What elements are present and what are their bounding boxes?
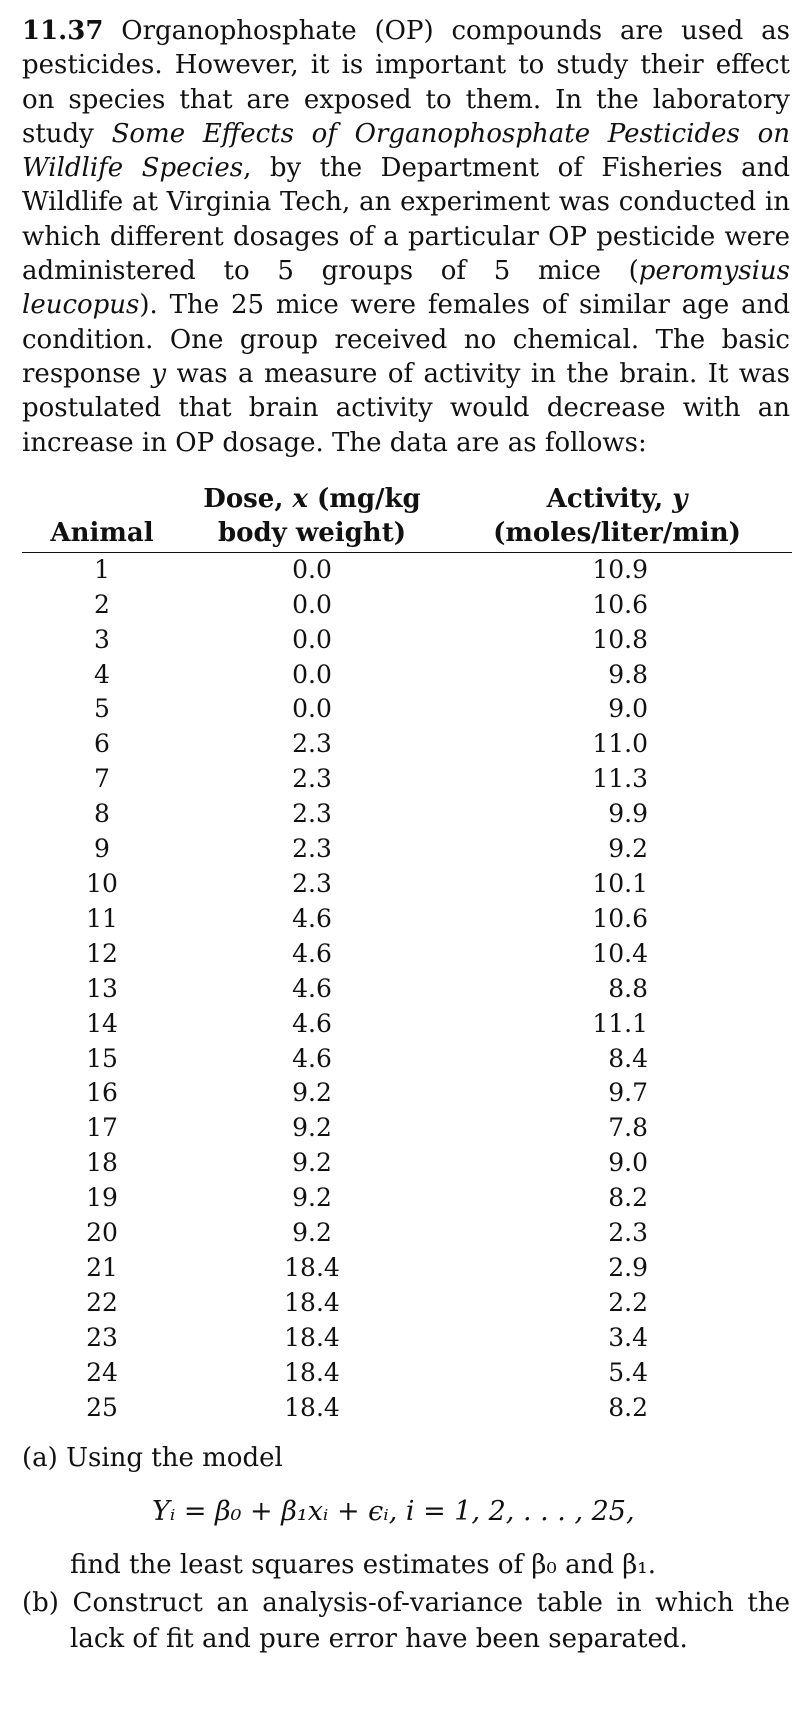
cell-dose: 2.3 <box>292 764 332 794</box>
cell-activity: 9.0 <box>608 694 648 724</box>
cell-activity: 10.9 <box>592 554 648 584</box>
table-row <box>22 1007 792 1042</box>
cell-activity: 9.2 <box>608 834 648 864</box>
cell-dose: 9.2 <box>292 1078 332 1108</box>
cell-animal: 3 <box>94 624 110 654</box>
data-table <box>22 482 792 1426</box>
table-row <box>22 1042 792 1077</box>
cell-animal: 11 <box>86 903 118 933</box>
cell-dose: 2.3 <box>292 729 332 759</box>
table-row <box>22 832 792 867</box>
table-row <box>22 1391 792 1426</box>
table-row <box>22 552 792 587</box>
cell-animal: 6 <box>94 729 110 759</box>
cell-dose: 4.6 <box>292 1008 332 1038</box>
intro-text-start: Organophosphate (OP) compounds are used as pesticides. However, it is important to study their effect on species that are exposed to them. In the laboratory study <box>22 16 790 149</box>
cell-dose: 2.3 <box>292 799 332 829</box>
cell-dose: 18.4 <box>284 1357 340 1387</box>
table-row <box>22 588 792 623</box>
part-b-label: (b) <box>22 1587 59 1618</box>
header-activity-line1: Activity, y <box>546 483 688 514</box>
cell-activity: 9.9 <box>608 799 648 829</box>
cell-dose: 4.6 <box>292 938 332 968</box>
table-row <box>22 1181 792 1216</box>
cell-animal: 2 <box>94 589 110 619</box>
cell-activity: 9.8 <box>608 659 648 689</box>
cell-activity: 11.3 <box>592 764 648 794</box>
regression-equation: Yᵢ = β₀ + β₁xᵢ + ϵᵢ, i = 1, 2, . . . , 25, <box>152 1495 635 1527</box>
problem-statement <box>22 14 790 460</box>
cell-dose: 0.0 <box>292 694 332 724</box>
cell-activity: 10.6 <box>592 589 648 619</box>
table-row <box>22 727 792 762</box>
table-row <box>22 658 792 693</box>
cell-animal: 10 <box>86 869 118 899</box>
part-b <box>22 1585 790 1657</box>
cell-activity: 2.9 <box>608 1252 648 1282</box>
cell-activity: 10.8 <box>592 624 648 654</box>
table-row <box>22 797 792 832</box>
cell-animal: 5 <box>94 694 110 724</box>
header-dose-line1: Dose, x (mg/kg <box>203 483 421 514</box>
cell-dose: 2.3 <box>292 834 332 864</box>
table-row <box>22 1111 792 1146</box>
cell-activity: 9.7 <box>608 1078 648 1108</box>
cell-activity: 10.6 <box>592 903 648 933</box>
cell-dose: 18.4 <box>284 1392 340 1422</box>
cell-activity: 2.3 <box>608 1218 648 1248</box>
header-dose-line2: body weight) <box>182 516 442 553</box>
table-row <box>22 692 792 727</box>
table-row <box>22 902 792 937</box>
cell-dose: 0.0 <box>292 554 332 584</box>
cell-dose: 9.2 <box>292 1113 332 1143</box>
cell-activity: 7.8 <box>608 1113 648 1143</box>
part-a-followup: find the least squares estimates of β₀ and β₁. <box>70 1549 656 1580</box>
cell-dose: 9.2 <box>292 1183 332 1213</box>
cell-activity: 8.4 <box>608 1043 648 1073</box>
cell-activity: 5.4 <box>608 1357 648 1387</box>
table-row <box>22 762 792 797</box>
cell-activity: 2.2 <box>608 1287 648 1317</box>
cell-activity: 11.0 <box>592 729 648 759</box>
cell-animal: 17 <box>86 1113 118 1143</box>
cell-dose: 2.3 <box>292 869 332 899</box>
cell-animal: 24 <box>86 1357 118 1387</box>
cell-activity: 8.2 <box>608 1392 648 1422</box>
cell-animal: 19 <box>86 1183 118 1213</box>
cell-dose: 9.2 <box>292 1218 332 1248</box>
cell-activity: 8.8 <box>608 973 648 1003</box>
species-name: peromysius leucopus <box>22 256 790 321</box>
cell-animal: 16 <box>86 1078 118 1108</box>
cell-activity: 9.0 <box>608 1148 648 1178</box>
table-row <box>22 1076 792 1111</box>
cell-dose: 0.0 <box>292 659 332 689</box>
cell-dose: 18.4 <box>284 1322 340 1352</box>
problem-number: 11.37 <box>22 16 104 46</box>
cell-activity: 3.4 <box>608 1322 648 1352</box>
cell-animal: 21 <box>86 1252 118 1282</box>
header-activity-line2: (moles/liter/min) <box>442 516 792 553</box>
cell-animal: 13 <box>86 973 118 1003</box>
cell-animal: 25 <box>86 1392 118 1422</box>
cell-animal: 23 <box>86 1322 118 1352</box>
table-row <box>22 1286 792 1321</box>
cell-dose: 4.6 <box>292 973 332 1003</box>
table-row <box>22 867 792 902</box>
intro-text-mid: , by the Department of Fisheries and Wildlife at Virginia Tech, an experiment was conducted in which different dosages of a particular OP pesticide were administered to 5 groups of 5 mice ( <box>22 153 790 287</box>
cell-dose: 0.0 <box>292 589 332 619</box>
cell-dose: 18.4 <box>284 1252 340 1282</box>
cell-animal: 14 <box>86 1008 118 1038</box>
part-a-text: Using the model <box>66 1442 283 1473</box>
table-row <box>22 1146 792 1181</box>
header-animal: Animal <box>22 516 182 553</box>
cell-dose: 4.6 <box>292 903 332 933</box>
cell-dose: 0.0 <box>292 624 332 654</box>
cell-activity: 8.2 <box>608 1183 648 1213</box>
table-row <box>22 1216 792 1251</box>
table-row <box>22 1251 792 1286</box>
intro-text-mid2: ). The 25 mice were females of similar age and condition. One group received no chemical. The basic response <box>22 290 790 389</box>
cell-animal: 4 <box>94 659 110 689</box>
study-title: Some Effects of Organophosphate Pesticides on Wildlife Species <box>22 118 790 184</box>
table-row <box>22 1356 792 1391</box>
response-variable: y <box>151 358 167 389</box>
intro-text-end: was a measure of activity in the brain. It was postulated that brain activity would decrease with an increase in OP dosage. The data are as follows: <box>22 358 790 458</box>
table-row <box>22 623 792 658</box>
cell-activity: 10.1 <box>592 869 648 899</box>
cell-dose: 9.2 <box>292 1148 332 1178</box>
table-body <box>22 552 792 1425</box>
cell-activity: 10.4 <box>592 938 648 968</box>
cell-dose: 18.4 <box>284 1287 340 1317</box>
cell-animal: 18 <box>86 1148 118 1178</box>
cell-animal: 1 <box>94 554 110 584</box>
cell-animal: 15 <box>86 1043 118 1073</box>
table-row <box>22 937 792 972</box>
part-a <box>22 1440 790 1476</box>
cell-animal: 20 <box>86 1218 118 1248</box>
part-a-label: (a) <box>22 1442 58 1473</box>
cell-activity: 11.1 <box>592 1008 648 1038</box>
table-row <box>22 1321 792 1356</box>
cell-dose: 4.6 <box>292 1043 332 1073</box>
cell-animal: 12 <box>86 938 118 968</box>
cell-animal: 22 <box>86 1287 118 1317</box>
part-b-text: Construct an analysis-of-variance table in which the lack of fit and pure error have been separated. <box>70 1587 791 1654</box>
cell-animal: 7 <box>94 764 110 794</box>
table-row <box>22 972 792 1007</box>
header-spacer <box>22 482 182 516</box>
cell-animal: 8 <box>94 799 110 829</box>
cell-animal: 9 <box>94 834 110 864</box>
